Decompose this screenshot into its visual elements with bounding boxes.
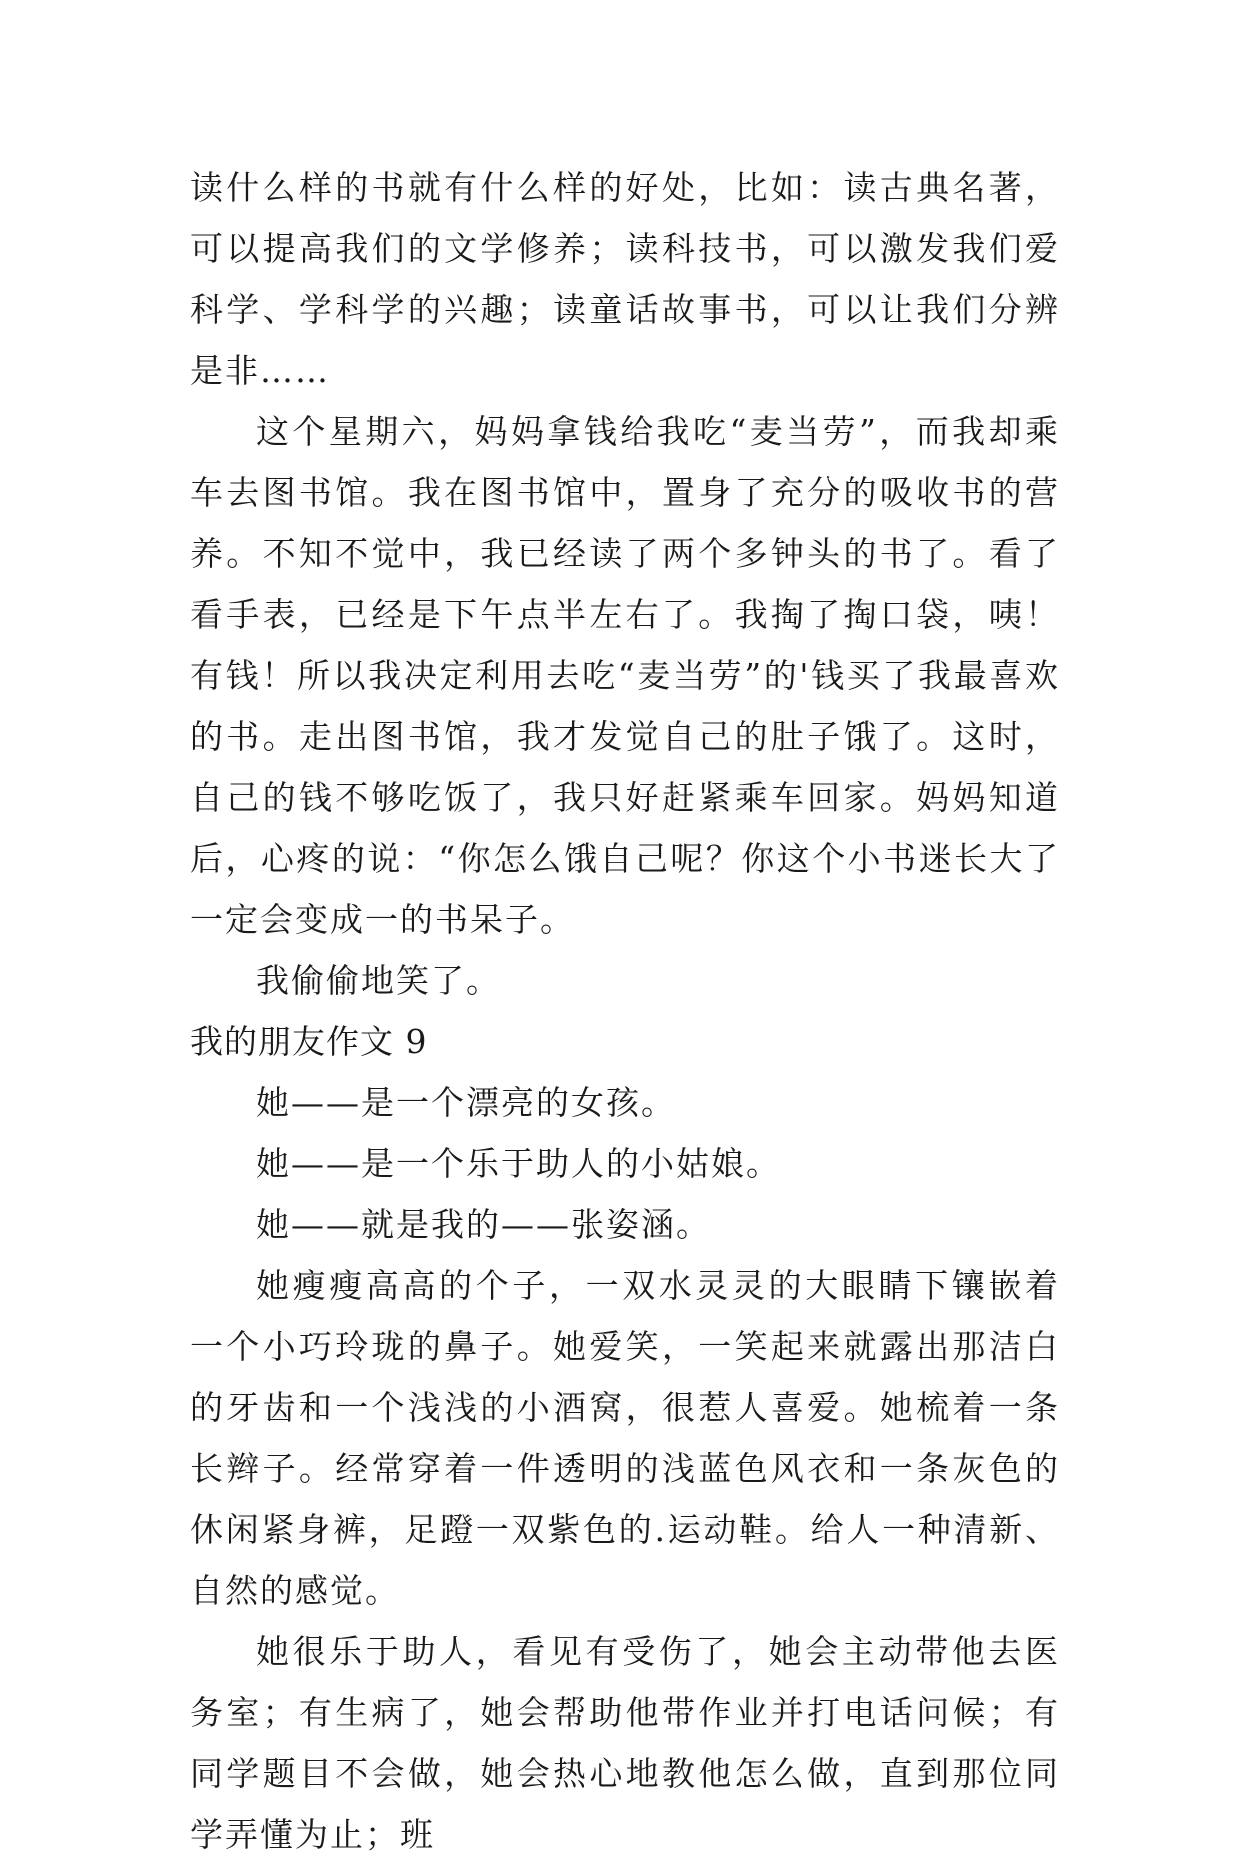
paragraph-pretty-girl: 她——是一个漂亮的女孩。 [256,1083,676,1122]
paragraph-reading-benefits: 读什么样的书就有什么样的好处，比如：读古典名著，可以提高我们的文学修养；读科技书，可以激发我们爱科学、学科学的兴趣；读童话故事书，可以让我们分辨是非…… [190,168,1060,390]
paragraph-friend-name: 她——就是我的——张姿涵。 [256,1205,711,1244]
paragraph-secret-smile: 我偷偷地笑了。 [256,961,501,1000]
paragraph-appearance: 她瘦瘦高高的个子，一双水灵灵的大眼睛下镶嵌着一个小巧玲珑的鼻子。她爱笑，一笑起来就露出那洁白的牙齿和一个浅浅的小酒窝，很惹人喜爱。她梳着一条长辫子。经常穿着一件透明的浅蓝色风衣和一条灰色的休闲紧身裤，足蹬一双紫色的.运动鞋。给人一种清新、自然的感觉。 [190,1266,1060,1610]
paragraph-library-visit: 这个星期六，妈妈拿钱给我吃“麦当劳”，而我却乘车去图书馆。我在图书馆中，置身了充分的吸收书的营养。不知不觉中，我已经读了两个多钟头的书了。看了看手表，已经是下午点半左右了。我掏了掏口袋，咦！有钱！所以我决定利用去吃“麦当劳”的'钱买了我最喜欢的书。走出图书馆，我才发觉自己的肚子饿了。这时，自己的钱不够吃饭了，我只好赶紧乘车回家。妈妈知道后，心疼的说：“你怎么饿自己呢？你这个小书迷长大了一定会变成一的书呆子。 [190,412,1060,939]
paragraph-helpfulness: 她很乐于助人，看见有受伤了，她会主动带他去医务室；有生病了，她会帮助他带作业并打电话问候；有同学题目不会做，她会热心地教他怎么做，直到那位同学弄懂为止；班 [190,1632,1060,1854]
essay-heading: 我的朋友作文 9 [190,1022,428,1061]
document-body [190,157,1060,1865]
paragraph-helpful-girl: 她——是一个乐于助人的小姑娘。 [256,1144,781,1183]
